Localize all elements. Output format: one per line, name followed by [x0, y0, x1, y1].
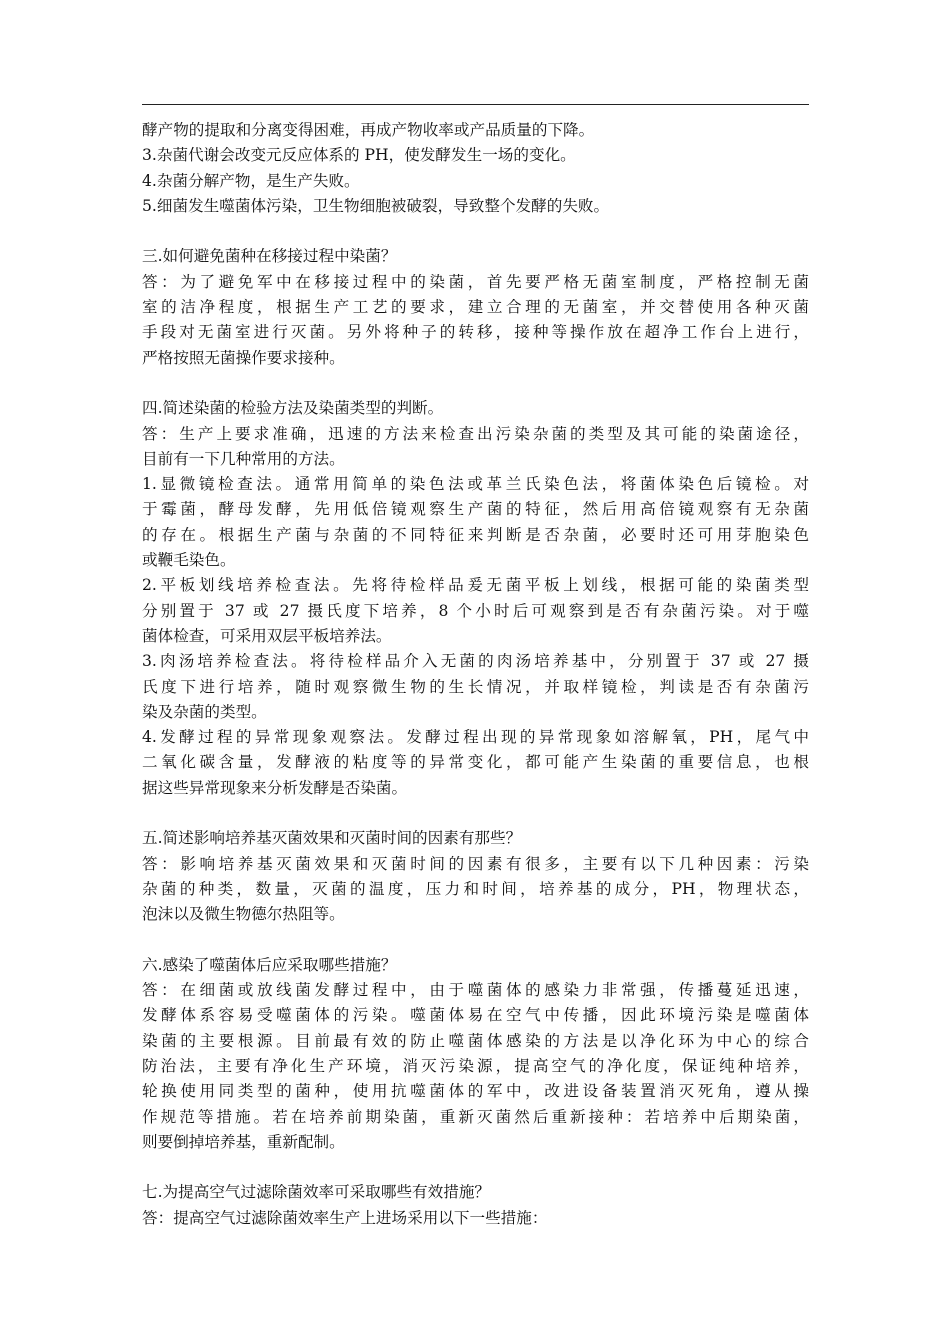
section-heading: 四.简述染菌的检验方法及染菌类型的判断。: [142, 399, 444, 418]
answer-line: 染及杂菌的类型。: [142, 702, 267, 721]
section-heading: 七.为提高空气过滤除菌效率可采取哪些有效措施？: [142, 1183, 491, 1202]
answer-line: 2.平板划线培养检查法。先将待检样品爰无菌平板上划线，根据可能的染菌类型: [142, 576, 809, 595]
paragraph-gap: [142, 1155, 809, 1180]
paragraph-gap: [142, 801, 809, 826]
answer-line: 则要倒掉培养基，重新配制。: [142, 1132, 345, 1151]
paragraph-gap: [142, 371, 809, 396]
answer-line: 于霉菌，酵母发酵，先用低倍镜观察生产菌的特征，然后用高倍镜观察有无杂菌: [142, 500, 809, 519]
answer-line: 的存在。根据生产菌与杂菌的不同特征来判断是否杂菌，必要时还可用芽胞染色: [142, 525, 809, 544]
answer-line: 室的洁净程度，根据生产工艺的要求，建立合理的无菌室，并交替使用各种灭菌: [142, 298, 809, 317]
answer-line: 据这些异常现象来分析发酵是否染菌。: [142, 778, 408, 797]
section-heading: 五.简述影响培养基灭菌效果和灭菌时间的因素有那些？: [142, 829, 522, 848]
paragraph-gap: [142, 219, 809, 244]
answer-line: 3.肉汤培养检查法。将待检样品介入无菌的肉汤培养基中，分别置于 37 或 27 摄: [142, 652, 809, 671]
answer-line: 严格按照无菌操作要求接种。: [142, 348, 345, 367]
answer-line: 分别置于 37 或 27 摄氏度下培养，8 个小时后可观察到是否有杂菌污染。对于噬: [142, 601, 809, 620]
header-rule: [142, 104, 809, 105]
answer-line: 发酵体系容易受噬菌体的污染。噬菌体易在空气中传播，因此环境污染是噬菌体: [142, 1006, 809, 1025]
answer-line: 作规范等措施。若在培养前期染菌，重新灭菌然后重新接种：若培养中后期染菌，: [142, 1107, 809, 1126]
answer-line: 答：在细菌或放线菌发酵过程中，由于噬菌体的感染力非常强，传播蔓延迅速，: [142, 981, 809, 1000]
answer-line: 答：为了避免军中在移接过程中的染菌，首先要严格无菌室制度，严格控制无菌: [142, 272, 809, 291]
answer-line: 手段对无菌室进行灭菌。另外将种子的转移，接种等操作放在超净工作台上进行，: [142, 323, 809, 342]
section-heading: 三.如何避免菌种在移接过程中染菌？: [142, 247, 397, 266]
answer-line: 答：影响培养基灭菌效果和灭菌时间的因素有很多，主要有以下几种因素：污染: [142, 854, 809, 873]
answer-line: 泡沫以及微生物德尔热阻等。: [142, 905, 345, 924]
intro-line: 5.细菌发生噬菌体污染，卫生物细胞被破裂，导致整个发酵的失败。: [142, 196, 610, 215]
answer-line: 4.发酵过程的异常现象观察法。发酵过程出现的异常现象如溶解氧，PH，尾气中: [142, 728, 809, 747]
intro-line: 4.杂菌分解产物，是生产失败。: [142, 171, 360, 190]
paragraph-gap: [142, 928, 809, 953]
answer-line: 菌体检查，可采用双层平板培养法。: [142, 626, 392, 645]
answer-line: 答：提高空气过滤除菌效率生产上进场采用以下一些措施：: [142, 1208, 548, 1227]
answer-line: 1.显微镜检查法。通常用简单的染色法或革兰氏染色法，将菌体染色后镜检。对: [142, 475, 809, 494]
answer-line: 杂菌的种类，数量，灭菌的温度，压力和时间，培养基的成分，PH，物理状态，: [142, 879, 809, 898]
intro-line: 3.杂菌代谢会改变元反应体系的 PH，使发酵发生一场的变化。: [142, 146, 576, 165]
document-body: [142, 118, 809, 1231]
intro-line: 酵产物的提取和分离变得困难，再成产物收率或产品质量的下降。: [142, 121, 595, 139]
section-heading: 六.感染了噬菌体后应采取哪些措施？: [142, 955, 397, 974]
answer-line: 氏度下进行培养，随时观察微生物的生长情况，并取样镜检，判读是否有杂菌污: [142, 677, 809, 696]
answer-line: 轮换使用同类型的菌种，使用抗噬菌体的军中，改进设备装置消灭死角，遵从操: [142, 1082, 809, 1101]
answer-line: 或鞭毛染色。: [142, 551, 236, 570]
answer-line: 目前有一下几种常用的方法。: [142, 449, 345, 468]
answer-line: 二氧化碳含量，发酵液的粘度等的异常变化，都可能产生染菌的重要信息，也根: [142, 753, 809, 772]
answer-line: 染菌的主要根源。目前最有效的防止噬菌体感染的方法是以净化环为中心的综合: [142, 1031, 809, 1050]
answer-line: 防治法，主要有净化生产环境，消灭污染源，提高空气的净化度，保证纯种培养，: [142, 1056, 809, 1075]
answer-line: 答：生产上要求准确，迅速的方法来检查出污染杂菌的类型及其可能的染菌途径，: [142, 424, 809, 443]
